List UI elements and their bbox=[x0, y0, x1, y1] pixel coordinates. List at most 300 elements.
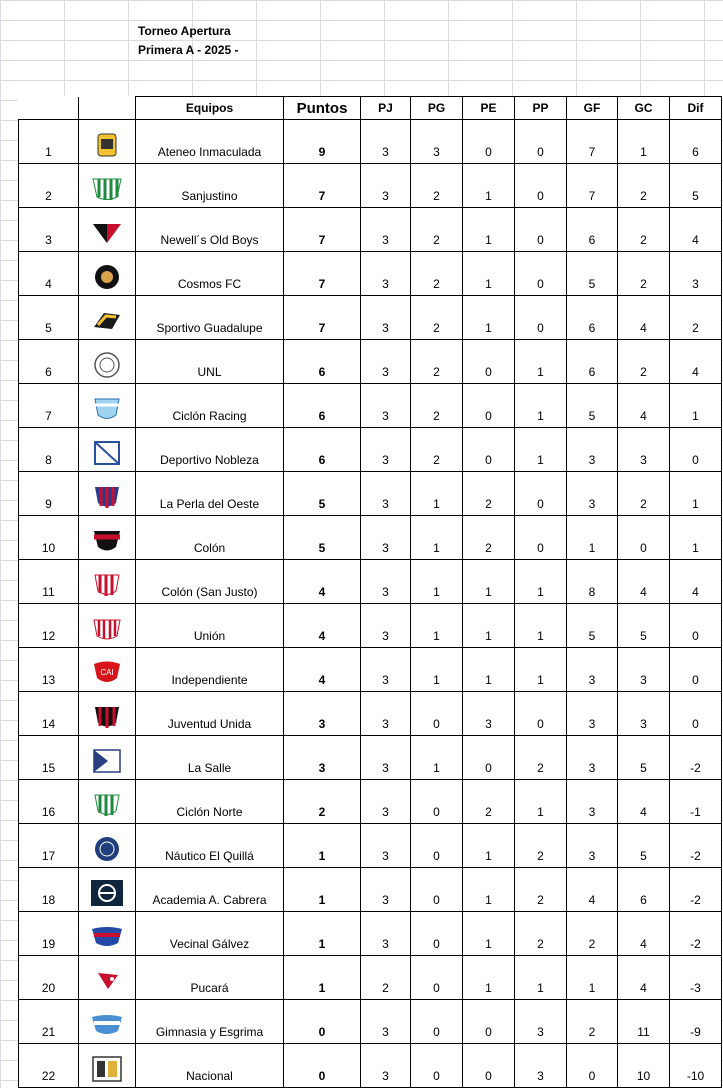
table-row bbox=[19, 516, 722, 560]
gf-cell: 3 bbox=[567, 472, 618, 516]
pp-cell: 2 bbox=[515, 824, 567, 868]
pg-cell: 2 bbox=[411, 208, 463, 252]
pe-cell: 1 bbox=[463, 912, 515, 956]
shield-icon bbox=[90, 703, 124, 731]
gc-cell: 4 bbox=[618, 560, 670, 604]
shield-icon bbox=[90, 615, 124, 643]
standings-table bbox=[18, 96, 722, 1088]
team-logo-cell bbox=[79, 648, 136, 692]
table-row bbox=[19, 164, 722, 208]
team-name-cell: Colón (San Justo) bbox=[136, 560, 284, 604]
gc-cell: 2 bbox=[618, 164, 670, 208]
pj-cell: 3 bbox=[361, 560, 411, 604]
team-logo-cell bbox=[79, 296, 136, 340]
pg-cell: 0 bbox=[411, 868, 463, 912]
pj-cell: 3 bbox=[361, 428, 411, 472]
pp-cell: 1 bbox=[515, 428, 567, 472]
dif-cell: -3 bbox=[670, 956, 722, 1000]
team-logo-cell bbox=[79, 560, 136, 604]
pts-cell: 7 bbox=[284, 208, 361, 252]
pj-cell: 3 bbox=[361, 472, 411, 516]
team-name-cell: Ateneo Inmaculada bbox=[136, 120, 284, 164]
dif-cell: 0 bbox=[670, 604, 722, 648]
pj-cell: 3 bbox=[361, 780, 411, 824]
shield-icon bbox=[90, 483, 124, 511]
position-cell: 5 bbox=[19, 296, 79, 340]
pj-cell: 3 bbox=[361, 868, 411, 912]
emblem-icon bbox=[90, 879, 124, 907]
pj-cell: 3 bbox=[361, 120, 411, 164]
team-name-cell: Ciclón Racing bbox=[136, 384, 284, 428]
dif-cell: -2 bbox=[670, 824, 722, 868]
pj-cell: 3 bbox=[361, 1000, 411, 1044]
pp-cell: 2 bbox=[515, 912, 567, 956]
header-dif: Dif bbox=[670, 97, 722, 120]
pj-cell: 3 bbox=[361, 252, 411, 296]
table-row bbox=[19, 1000, 722, 1044]
pj-cell: 3 bbox=[361, 516, 411, 560]
seal-icon bbox=[90, 835, 124, 863]
position-cell: 9 bbox=[19, 472, 79, 516]
pg-cell: 2 bbox=[411, 164, 463, 208]
pp-cell: 0 bbox=[515, 692, 567, 736]
position-cell: 16 bbox=[19, 780, 79, 824]
gf-cell: 4 bbox=[567, 868, 618, 912]
team-name-cell: Academia A. Cabrera bbox=[136, 868, 284, 912]
gf-cell: 3 bbox=[567, 824, 618, 868]
table-row bbox=[19, 384, 722, 428]
table-row bbox=[19, 604, 722, 648]
gf-cell: 5 bbox=[567, 384, 618, 428]
position-cell: 6 bbox=[19, 340, 79, 384]
gf-cell: 2 bbox=[567, 1000, 618, 1044]
pe-cell: 0 bbox=[463, 1000, 515, 1044]
pts-cell: 1 bbox=[284, 868, 361, 912]
pts-cell: 0 bbox=[284, 1044, 361, 1088]
pp-cell: 1 bbox=[515, 340, 567, 384]
team-name-cell: Nacional bbox=[136, 1044, 284, 1088]
team-name-cell: Unión bbox=[136, 604, 284, 648]
pts-cell: 3 bbox=[284, 736, 361, 780]
pg-cell: 0 bbox=[411, 824, 463, 868]
position-cell: 11 bbox=[19, 560, 79, 604]
team-logo-cell bbox=[79, 736, 136, 780]
position-cell: 3 bbox=[19, 208, 79, 252]
header-points: Puntos bbox=[284, 97, 361, 120]
pp-cell: 3 bbox=[515, 1000, 567, 1044]
pg-cell: 3 bbox=[411, 120, 463, 164]
header-pj: PJ bbox=[361, 97, 411, 120]
pp-cell: 2 bbox=[515, 736, 567, 780]
dif-cell: 1 bbox=[670, 472, 722, 516]
team-logo-cell bbox=[79, 252, 136, 296]
gc-cell: 4 bbox=[618, 384, 670, 428]
pe-cell: 1 bbox=[463, 956, 515, 1000]
team-logo-cell bbox=[79, 868, 136, 912]
position-cell: 12 bbox=[19, 604, 79, 648]
gf-cell: 8 bbox=[567, 560, 618, 604]
dif-cell: 4 bbox=[670, 208, 722, 252]
dif-cell: 2 bbox=[670, 296, 722, 340]
position-cell: 8 bbox=[19, 428, 79, 472]
team-logo-cell bbox=[79, 472, 136, 516]
dif-cell: 6 bbox=[670, 120, 722, 164]
gf-cell: 5 bbox=[567, 252, 618, 296]
dif-cell: -10 bbox=[670, 1044, 722, 1088]
pts-cell: 6 bbox=[284, 384, 361, 428]
team-logo-cell bbox=[79, 780, 136, 824]
pe-cell: 1 bbox=[463, 164, 515, 208]
header-pe: PE bbox=[463, 97, 515, 120]
pts-cell: 5 bbox=[284, 516, 361, 560]
pj-cell: 3 bbox=[361, 736, 411, 780]
pg-cell: 1 bbox=[411, 560, 463, 604]
team-logo-cell bbox=[79, 824, 136, 868]
pj-cell: 3 bbox=[361, 340, 411, 384]
table-row bbox=[19, 868, 722, 912]
pe-cell: 0 bbox=[463, 736, 515, 780]
gc-cell: 5 bbox=[618, 604, 670, 648]
gc-cell: 4 bbox=[618, 956, 670, 1000]
pp-cell: 0 bbox=[515, 296, 567, 340]
gf-cell: 6 bbox=[567, 208, 618, 252]
gf-cell: 6 bbox=[567, 296, 618, 340]
position-cell: 20 bbox=[19, 956, 79, 1000]
pg-cell: 2 bbox=[411, 296, 463, 340]
table-row bbox=[19, 252, 722, 296]
gc-cell: 2 bbox=[618, 208, 670, 252]
pts-cell: 2 bbox=[284, 780, 361, 824]
gf-cell: 2 bbox=[567, 912, 618, 956]
pj-cell: 3 bbox=[361, 692, 411, 736]
position-cell: 4 bbox=[19, 252, 79, 296]
shield-icon bbox=[90, 747, 124, 775]
pts-cell: 0 bbox=[284, 1000, 361, 1044]
bird-icon bbox=[90, 967, 124, 995]
gf-cell: 3 bbox=[567, 428, 618, 472]
pj-cell: 2 bbox=[361, 956, 411, 1000]
gc-cell: 3 bbox=[618, 648, 670, 692]
header-pp: PP bbox=[515, 97, 567, 120]
position-cell: 10 bbox=[19, 516, 79, 560]
pp-cell: 1 bbox=[515, 780, 567, 824]
dif-cell: 4 bbox=[670, 340, 722, 384]
pe-cell: 2 bbox=[463, 472, 515, 516]
seal-icon bbox=[90, 351, 124, 379]
team-logo-cell bbox=[79, 384, 136, 428]
pe-cell: 3 bbox=[463, 692, 515, 736]
shield-icon bbox=[90, 395, 124, 423]
gc-cell: 10 bbox=[618, 1044, 670, 1088]
pp-cell: 0 bbox=[515, 120, 567, 164]
gc-cell: 6 bbox=[618, 868, 670, 912]
table-row bbox=[19, 780, 722, 824]
header-gf: GF bbox=[567, 97, 618, 120]
pts-cell: 1 bbox=[284, 956, 361, 1000]
team-name-cell: Sportivo Guadalupe bbox=[136, 296, 284, 340]
pj-cell: 3 bbox=[361, 648, 411, 692]
gf-cell: 1 bbox=[567, 956, 618, 1000]
pe-cell: 0 bbox=[463, 428, 515, 472]
pts-cell: 4 bbox=[284, 560, 361, 604]
shield-icon bbox=[90, 131, 124, 159]
table-row bbox=[19, 824, 722, 868]
gc-cell: 11 bbox=[618, 1000, 670, 1044]
team-name-cell: La Salle bbox=[136, 736, 284, 780]
pe-cell: 0 bbox=[463, 120, 515, 164]
pe-cell: 0 bbox=[463, 340, 515, 384]
team-logo-cell bbox=[79, 956, 136, 1000]
gc-cell: 2 bbox=[618, 472, 670, 516]
shield-icon bbox=[90, 571, 124, 599]
pj-cell: 3 bbox=[361, 1044, 411, 1088]
gf-cell: 1 bbox=[567, 516, 618, 560]
pj-cell: 3 bbox=[361, 604, 411, 648]
pg-cell: 2 bbox=[411, 252, 463, 296]
dif-cell: -2 bbox=[670, 736, 722, 780]
pg-cell: 0 bbox=[411, 780, 463, 824]
team-name-cell: Vecinal Gálvez bbox=[136, 912, 284, 956]
dif-cell: -9 bbox=[670, 1000, 722, 1044]
gc-cell: 0 bbox=[618, 516, 670, 560]
team-logo-cell bbox=[79, 1000, 136, 1044]
sheet-subtitle: Primera A - 2025 - bbox=[138, 43, 239, 57]
gf-cell: 3 bbox=[567, 736, 618, 780]
pp-cell: 0 bbox=[515, 252, 567, 296]
pts-cell: 5 bbox=[284, 472, 361, 516]
pg-cell: 2 bbox=[411, 340, 463, 384]
pe-cell: 1 bbox=[463, 296, 515, 340]
dif-cell: 0 bbox=[670, 428, 722, 472]
team-name-cell: Gimnasia y Esgrima bbox=[136, 1000, 284, 1044]
header-blank-logo bbox=[79, 97, 136, 120]
pts-cell: 3 bbox=[284, 692, 361, 736]
shield-icon bbox=[90, 791, 124, 819]
team-name-cell: Newell´s Old Boys bbox=[136, 208, 284, 252]
pe-cell: 0 bbox=[463, 1044, 515, 1088]
pe-cell: 1 bbox=[463, 604, 515, 648]
team-name-cell: Ciclón Norte bbox=[136, 780, 284, 824]
emblem-icon bbox=[90, 1055, 124, 1083]
gc-cell: 2 bbox=[618, 340, 670, 384]
gf-cell: 7 bbox=[567, 120, 618, 164]
team-name-cell: La Perla del Oeste bbox=[136, 472, 284, 516]
team-logo-cell bbox=[79, 208, 136, 252]
dif-cell: 4 bbox=[670, 560, 722, 604]
pts-cell: 4 bbox=[284, 648, 361, 692]
pg-cell: 0 bbox=[411, 1044, 463, 1088]
team-name-cell: Pucará bbox=[136, 956, 284, 1000]
table-row bbox=[19, 340, 722, 384]
pe-cell: 1 bbox=[463, 868, 515, 912]
table-row bbox=[19, 296, 722, 340]
position-cell: 14 bbox=[19, 692, 79, 736]
team-name-cell: UNL bbox=[136, 340, 284, 384]
svg-text:CAI: CAI bbox=[100, 668, 114, 677]
dif-cell: 0 bbox=[670, 648, 722, 692]
team-logo-cell bbox=[79, 692, 136, 736]
pp-cell: 0 bbox=[515, 208, 567, 252]
dif-cell: 0 bbox=[670, 692, 722, 736]
header-pg: PG bbox=[411, 97, 463, 120]
pts-cell: 4 bbox=[284, 604, 361, 648]
gc-cell: 5 bbox=[618, 736, 670, 780]
team-logo-cell bbox=[79, 604, 136, 648]
position-cell: 18 bbox=[19, 868, 79, 912]
gf-cell: 3 bbox=[567, 692, 618, 736]
pj-cell: 3 bbox=[361, 208, 411, 252]
gc-cell: 5 bbox=[618, 824, 670, 868]
gf-cell: 3 bbox=[567, 648, 618, 692]
position-cell: 22 bbox=[19, 1044, 79, 1088]
pj-cell: 3 bbox=[361, 912, 411, 956]
team-logo-cell bbox=[79, 120, 136, 164]
dif-cell: 1 bbox=[670, 516, 722, 560]
position-cell: 1 bbox=[19, 120, 79, 164]
pe-cell: 2 bbox=[463, 780, 515, 824]
pts-cell: 9 bbox=[284, 120, 361, 164]
team-name-cell: Colón bbox=[136, 516, 284, 560]
ball-icon bbox=[90, 263, 124, 291]
pp-cell: 0 bbox=[515, 472, 567, 516]
team-name-cell: Independiente bbox=[136, 648, 284, 692]
pe-cell: 1 bbox=[463, 824, 515, 868]
pg-cell: 1 bbox=[411, 472, 463, 516]
pe-cell: 2 bbox=[463, 516, 515, 560]
pe-cell: 1 bbox=[463, 208, 515, 252]
pj-cell: 3 bbox=[361, 296, 411, 340]
team-name-cell: Náutico El Quillá bbox=[136, 824, 284, 868]
position-cell: 13 bbox=[19, 648, 79, 692]
pj-cell: 3 bbox=[361, 164, 411, 208]
dif-cell: 5 bbox=[670, 164, 722, 208]
gf-cell: 5 bbox=[567, 604, 618, 648]
pp-cell: 1 bbox=[515, 604, 567, 648]
pg-cell: 1 bbox=[411, 648, 463, 692]
pg-cell: 1 bbox=[411, 604, 463, 648]
pp-cell: 1 bbox=[515, 384, 567, 428]
pj-cell: 3 bbox=[361, 384, 411, 428]
gc-cell: 4 bbox=[618, 912, 670, 956]
header-row bbox=[19, 97, 722, 120]
standings-body bbox=[19, 120, 722, 1088]
gf-cell: 7 bbox=[567, 164, 618, 208]
table-row bbox=[19, 692, 722, 736]
gf-cell: 3 bbox=[567, 780, 618, 824]
position-cell: 17 bbox=[19, 824, 79, 868]
shield-icon bbox=[90, 1011, 124, 1039]
position-cell: 2 bbox=[19, 164, 79, 208]
pg-cell: 0 bbox=[411, 912, 463, 956]
pe-cell: 1 bbox=[463, 560, 515, 604]
pe-cell: 1 bbox=[463, 648, 515, 692]
gf-cell: 6 bbox=[567, 340, 618, 384]
dif-cell: -1 bbox=[670, 780, 722, 824]
shield-icon bbox=[90, 527, 124, 555]
gc-cell: 3 bbox=[618, 692, 670, 736]
gc-cell: 4 bbox=[618, 780, 670, 824]
table-row bbox=[19, 120, 722, 164]
pts-cell: 6 bbox=[284, 340, 361, 384]
team-logo-cell bbox=[79, 516, 136, 560]
pts-cell: 7 bbox=[284, 252, 361, 296]
pts-cell: 6 bbox=[284, 428, 361, 472]
dif-cell: 1 bbox=[670, 384, 722, 428]
pg-cell: 0 bbox=[411, 1000, 463, 1044]
pp-cell: 1 bbox=[515, 956, 567, 1000]
sheet-title: Torneo Apertura bbox=[138, 24, 231, 38]
pg-cell: 0 bbox=[411, 692, 463, 736]
dif-cell: 3 bbox=[670, 252, 722, 296]
pp-cell: 1 bbox=[515, 648, 567, 692]
gc-cell: 3 bbox=[618, 428, 670, 472]
table-row bbox=[19, 1044, 722, 1088]
shield-icon bbox=[90, 659, 124, 687]
pg-cell: 1 bbox=[411, 516, 463, 560]
team-name-cell: Sanjustino bbox=[136, 164, 284, 208]
pj-cell: 3 bbox=[361, 824, 411, 868]
gc-cell: 4 bbox=[618, 296, 670, 340]
pp-cell: 3 bbox=[515, 1044, 567, 1088]
dif-cell: -2 bbox=[670, 912, 722, 956]
team-logo-cell bbox=[79, 340, 136, 384]
shield-icon bbox=[90, 923, 124, 951]
pts-cell: 1 bbox=[284, 824, 361, 868]
position-cell: 15 bbox=[19, 736, 79, 780]
team-logo-cell bbox=[79, 912, 136, 956]
pe-cell: 1 bbox=[463, 252, 515, 296]
shield-icon bbox=[90, 439, 124, 467]
team-name-cell: Juventud Unida bbox=[136, 692, 284, 736]
shield-icon bbox=[90, 307, 124, 335]
table-row bbox=[19, 912, 722, 956]
team-logo-cell bbox=[79, 428, 136, 472]
pg-cell: 1 bbox=[411, 736, 463, 780]
pp-cell: 1 bbox=[515, 560, 567, 604]
shield-icon bbox=[90, 219, 124, 247]
gc-cell: 1 bbox=[618, 120, 670, 164]
team-logo-cell bbox=[79, 164, 136, 208]
position-cell: 7 bbox=[19, 384, 79, 428]
table-row bbox=[19, 472, 722, 516]
pp-cell: 0 bbox=[515, 516, 567, 560]
dif-cell: -2 bbox=[670, 868, 722, 912]
pp-cell: 2 bbox=[515, 868, 567, 912]
pg-cell: 2 bbox=[411, 384, 463, 428]
gc-cell: 2 bbox=[618, 252, 670, 296]
team-name-cell: Cosmos FC bbox=[136, 252, 284, 296]
header-gc: GC bbox=[618, 97, 670, 120]
position-cell: 19 bbox=[19, 912, 79, 956]
pe-cell: 0 bbox=[463, 384, 515, 428]
table-row bbox=[19, 560, 722, 604]
team-name-cell: Deportivo Nobleza bbox=[136, 428, 284, 472]
table-row bbox=[19, 956, 722, 1000]
header-blank-pos bbox=[19, 97, 79, 120]
header-teams: Equipos bbox=[136, 97, 284, 120]
pp-cell: 0 bbox=[515, 164, 567, 208]
position-cell: 21 bbox=[19, 1000, 79, 1044]
shield-icon bbox=[90, 175, 124, 203]
gf-cell: 0 bbox=[567, 1044, 618, 1088]
pts-cell: 7 bbox=[284, 164, 361, 208]
team-logo-cell bbox=[79, 1044, 136, 1088]
pts-cell: 7 bbox=[284, 296, 361, 340]
pg-cell: 0 bbox=[411, 956, 463, 1000]
table-row bbox=[19, 648, 722, 692]
table-row bbox=[19, 736, 722, 780]
table-row bbox=[19, 208, 722, 252]
